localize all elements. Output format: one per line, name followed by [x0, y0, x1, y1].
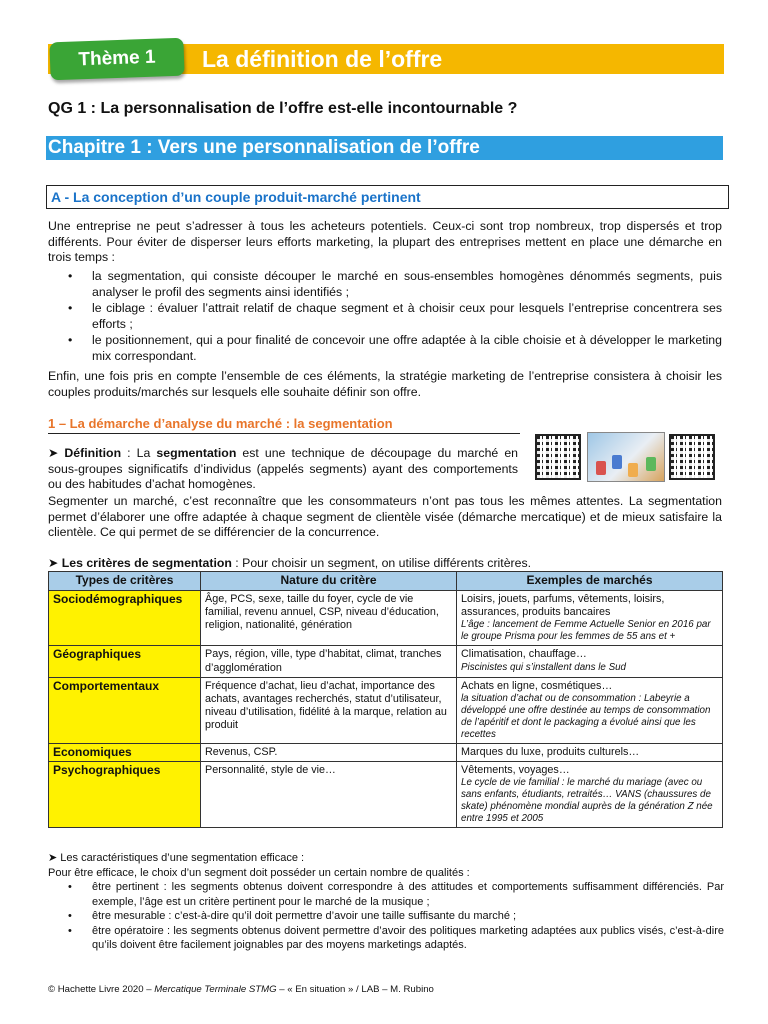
chapter-title: Chapitre 1 : Vers une personnalisation de l’offre: [46, 136, 723, 160]
list-item: • être mesurable : c’est-à-dire qu’il doit permettre d’avoir une taille suffisante du marché ;: [48, 909, 724, 924]
media-links: [535, 432, 717, 482]
step-ciblage: • le ciblage : évaluer l’attrait relatif de chaque segment et à choisir ceux pour lesquels l’entreprise concentrera ses efforts ;: [48, 300, 722, 332]
definition-block: ➤ Définition : La segmentation est une technique de découpage du marché en sous-groupes significatifs d’individus (appelés segments) ayant des comportements ou des habitudes d’achat homogènes.: [48, 446, 519, 491]
definition-term: segmentation: [156, 446, 237, 460]
segmentation-paragraph: Segmenter un marché, c’est reconnaître que les consommateurs n’ont pas tous les mêmes attentes. La segmentation permet d’élaborer une offre adaptée à chaque segment de clientèle visée (démarche mercatique) et de mieux satisfaire la clientèle. Ce qui permet de se différencier de la concurrence.: [48, 494, 722, 539]
definition-label: Définition: [64, 446, 122, 460]
qr-code-icon[interactable]: [669, 434, 715, 480]
table-header: Exemples de marchés: [457, 572, 723, 591]
efficacy-heading: ➤ Les caractéristiques d’une segmentation efficace :: [48, 852, 305, 864]
table-row: Comportementaux Fréquence d’achat, lieu d’achat, importance des achats, avantages recherchés, statut d’utilisateur, niveau d’utilisation, fidélité à la marque, relation au produit Achats en ligne, cosmétiques… la situation d’achat ou de consommation : Labeyrie a développé une offre destinée au temps de consommation de l’apéritif et dont le packaging a évolué ainsi que les recettes: [49, 677, 723, 743]
table-header-row: [49, 572, 723, 591]
video-thumbnail[interactable]: [587, 432, 665, 482]
table-header: Nature du critère: [201, 572, 457, 591]
step-positionnement: • le positionnement, qui a pour finalité de concevoir une offre adaptée à la cible choisie et à développer le marketing mix correspondant.: [48, 332, 722, 364]
efficacy-intro: Pour être efficace, le choix d’un segment doit posséder un certain nombre de qualités :: [48, 866, 470, 879]
table-header: Types de critères: [49, 572, 201, 591]
criteria-intro: ➤ Les critères de segmentation : Pour choisir un segment, on utilise différents critères.: [48, 556, 532, 570]
criteria-table: [48, 571, 723, 828]
step-segmentation: • la segmentation, qui consiste découper le marché en sous-ensembles homogènes dénommés segments, puis analyser le profil des segments ainsi identifiés ;: [48, 268, 722, 300]
table-row: Géographiques Pays, région, ville, type d’habitat, climat, tranches d’agglomération Climatisation, chauffage… Piscinistes qui s’installent dans le Sud: [49, 646, 723, 677]
section-1-title: 1 – La démarche d’analyse du marché : la segmentation: [48, 416, 520, 434]
theme-badge: Thème 1: [49, 38, 184, 81]
intro-paragraph: Une entreprise ne peut s’adresser à tous les acheteurs potentiels. Ceux-ci sont trop nombreux, trop dispersés et trop différents. Pour éviter de disperser leurs efforts marketing, la plupart des entreprises mettent en place une démarche en trois temps :: [48, 219, 722, 264]
arrow-icon: ➤: [48, 446, 59, 460]
theme-title: La définition de l’offre: [202, 46, 443, 72]
conclusion-paragraph: Enfin, une fois pris en compte l’ensemble de ces éléments, la stratégie marketing de l’entreprise consistera à choisir les couples produits/marchés sur lesquels elle souhaite définir son offre.: [48, 369, 722, 399]
steps-list: [48, 268, 722, 364]
efficacy-block: [48, 851, 724, 953]
question-heading: QG 1 : La personnalisation de l’offre est-elle incontournable ?: [48, 100, 518, 117]
section-a-title: A - La conception d’un couple produit-marché pertinent: [46, 185, 729, 209]
list-item: • être pertinent : les segments obtenus doivent correspondre à des attitudes et comportements suffisamment différenciés. Par exemple, l’âge est un critère pertinent pour le marché de la musique ;: [48, 880, 724, 909]
footer: © Hachette Livre 2020 – Mercatique Terminale STMG – « En situation » / LAB – M. Rubino: [48, 984, 434, 995]
efficacy-list: [48, 880, 724, 953]
table-row: Sociodémographiques Âge, PCS, sexe, taille du foyer, cycle de vie familial, revenu annuel, CSP, niveau d’éducation, religion, nationalité, génération Loisirs, jouets, parfums, vêtements, loisirs, assurances, produits bancaires L’âge : lancement de Femme Actuelle Senior en 2016 par le groupe Prisma pour les femmes de 55 ans et +: [49, 591, 723, 646]
table-row: Economiques Revenus, CSP. Marques du luxe, produits culturels…: [49, 744, 723, 762]
table-row: Psychographiques Personnalité, style de vie… Vêtements, voyages… Le cycle de vie familial : le marché du mariage (avec ou sans enfants, étudiants, retraités… VANS (chaussures de skate) phénomène mondial auprès de la génération Z née entre 1995 et 2005: [49, 762, 723, 828]
list-item: • être opératoire : les segments obtenus doivent permettre d’avoir des politiques marketing adaptées aux publics visés, c’est-à-dire qu’ils doivent être facilement joignables par des moyens marketings adaptés.: [48, 924, 724, 953]
qr-code-icon[interactable]: [535, 434, 581, 480]
